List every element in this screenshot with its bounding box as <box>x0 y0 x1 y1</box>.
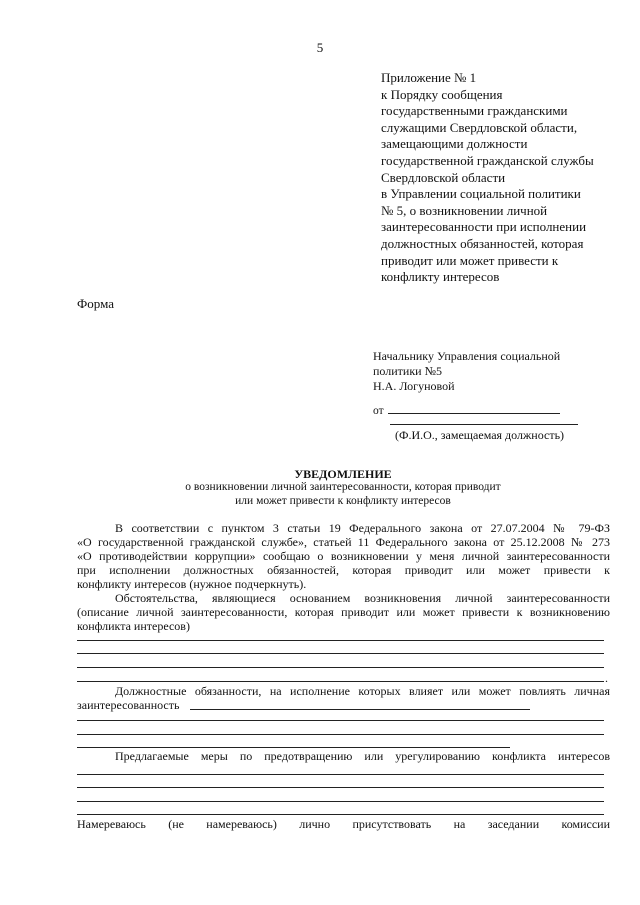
appendix-header <box>381 70 594 286</box>
fill-line[interactable] <box>77 667 604 668</box>
appendix-line: замещающими должности <box>381 136 528 152</box>
appendix-line: конфликту интересов <box>381 269 500 285</box>
body-line: конфликту интересов (нужное подчеркнуть). <box>77 577 307 591</box>
body-line: при исполнении должностных обязанностей, которая приводит или может привести к <box>77 563 610 577</box>
fill-line[interactable] <box>190 709 530 710</box>
addressee-block <box>373 349 560 394</box>
from-input-line[interactable] <box>388 403 560 414</box>
fill-line[interactable] <box>77 640 604 641</box>
notice-subtitle <box>0 481 640 508</box>
from-second-line[interactable] <box>390 424 578 425</box>
fill-line[interactable] <box>77 734 604 735</box>
body-line: Обстоятельства, являющиеся основанием возникновения личной заинтересованности <box>115 591 610 605</box>
from-label: от <box>373 405 384 417</box>
fill-line[interactable] <box>77 747 510 748</box>
fill-line[interactable] <box>77 814 604 815</box>
addressee-line: Н.А. Логуновой <box>373 379 455 393</box>
appendix-line: Свердловской области <box>381 169 506 185</box>
fill-line[interactable] <box>77 801 604 802</box>
appendix-line: к Порядку сообщения <box>381 86 503 102</box>
body-line: В соответствии с пунктом 3 статьи 19 Федерального закона от 27.07.2004 № 79-ФЗ <box>115 521 610 535</box>
period-mark: . <box>605 671 608 685</box>
addressee-line: политики №5 <box>373 364 443 378</box>
body-line: Намереваюсь (не намереваюсь) лично присутствовать на заседании комиссии <box>77 817 610 831</box>
notice-subtitle-line: о возникновении личной заинтересованности, которая приводит <box>185 481 501 493</box>
appendix-line: заинтересованности при исполнении <box>381 219 587 235</box>
body-line: Должностные обязанности, на исполнение которых влияет или может повлиять личная <box>115 684 610 698</box>
appendix-line: № 5, о возникновении личной <box>381 202 548 218</box>
fill-line[interactable] <box>77 653 604 654</box>
appendix-line: государственной гражданской службы <box>381 152 594 168</box>
page-number: 5 <box>316 40 324 55</box>
notice-title: УВЕДОМЛЕНИЕ <box>294 467 392 481</box>
body-line: «О государственной гражданской службе», статьей 11 Федерального закона от 25.12.2008 № 273 <box>77 535 610 549</box>
body-line: «О противодействии коррупции» сообщаю о возникновении у меня личной заинтересованности <box>77 549 610 563</box>
appendix-line: должностных обязанностей, которая <box>381 235 584 251</box>
notice-subtitle-line: или может привести к конфликту интересов <box>235 494 451 507</box>
fill-line[interactable] <box>77 681 604 682</box>
body-line: Предлагаемые меры по предотвращению или урегулированию конфликта интересов <box>115 749 610 763</box>
appendix-line: служащими Свердловской области, <box>381 119 578 135</box>
fill-line[interactable] <box>77 774 604 775</box>
fill-line[interactable] <box>77 720 604 721</box>
body-line: (описание личной заинтересованности, которая приводит или может привести к возникновению <box>77 605 610 619</box>
from-field <box>373 403 560 417</box>
form-label: Форма <box>77 296 114 311</box>
addressee-line: Начальнику Управления социальной <box>373 349 561 363</box>
appendix-line: приводит или может привести к <box>381 252 559 268</box>
appendix-line: в Управлении социальной политики <box>381 186 581 202</box>
body-line: конфликта интересов) <box>77 619 190 633</box>
appendix-line: государственными гражданскими <box>381 103 568 119</box>
body-line: заинтересованность <box>77 698 180 712</box>
appendix-line: Приложение № 1 <box>381 70 477 85</box>
fill-line[interactable] <box>77 787 604 788</box>
fio-hint: (Ф.И.О., замещаемая должность) <box>395 428 565 442</box>
